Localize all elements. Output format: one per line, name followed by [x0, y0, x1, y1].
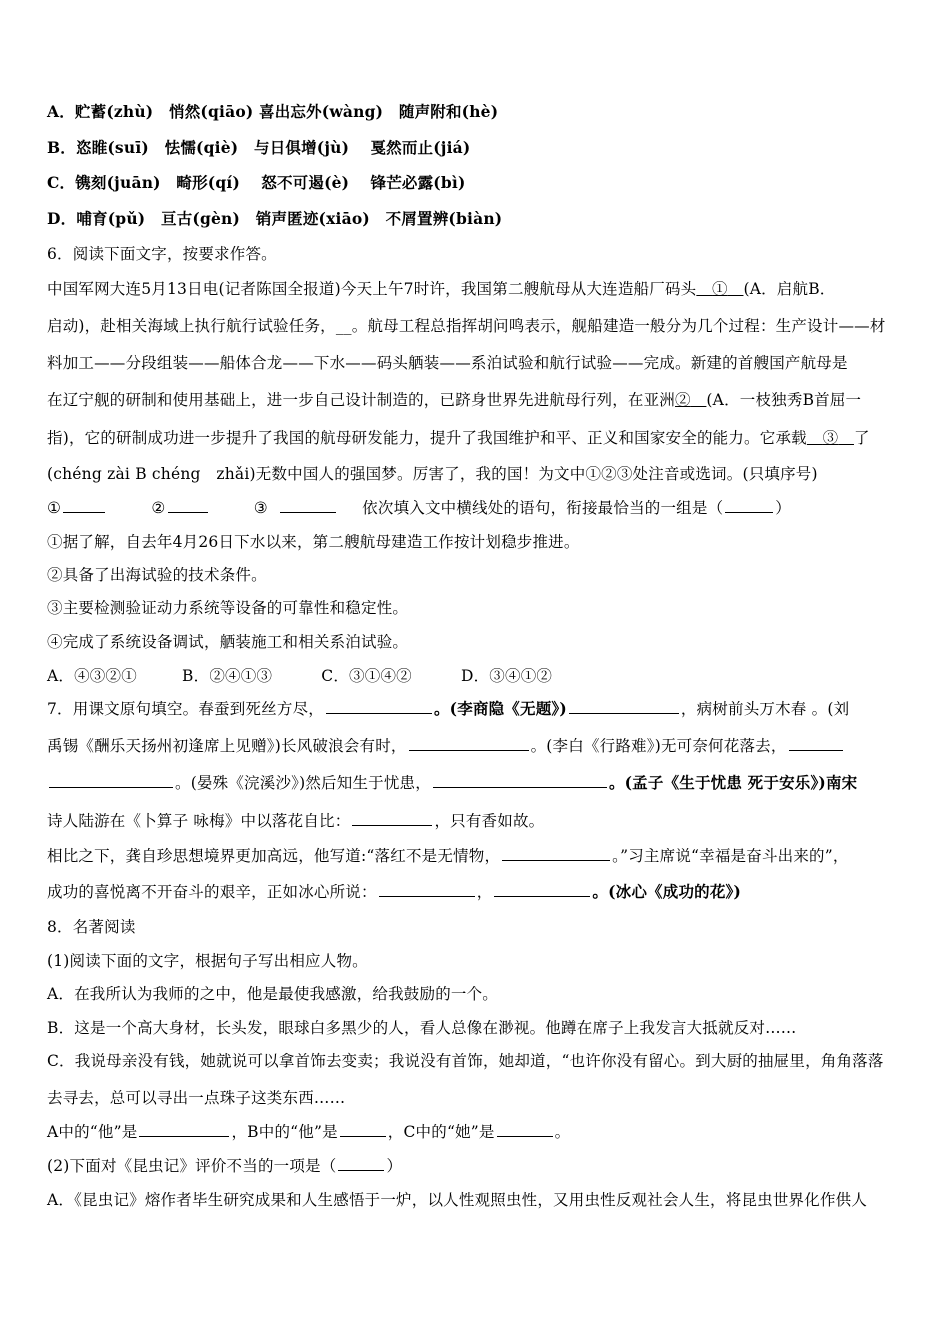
q8-item-b: B．这是一个高大身材，长头发，眼球白多黑少的人，看人总像在渺视。他蹲在席子上我发言大抵就反对…… [47, 1019, 797, 1037]
q8-sub2-text: (2)下面对《昆虫记》评价不当的一项是（ [47, 1157, 337, 1175]
q7-line-6 [47, 881, 907, 903]
q6-sentence-1: ①据了解，自去年4月26日下水以来，第二艘航母建造工作按计划稳步推进。 [47, 533, 580, 551]
q8-item-c-line-1: C．我说母亲没有钱，她就说可以拿首饰去变卖；我说没有首饰，她却道，“也许你没有留心。到大厨的抽屉里，角角落落 [47, 1052, 884, 1070]
q7-blank-6[interactable] [352, 810, 432, 826]
q6-p4-text: 在辽宁舰的研制和使用基础上，进一步自己设计制造的，已跻身世界先进航母行列，在亚洲 [47, 391, 676, 409]
q7-blank-3[interactable] [409, 735, 529, 751]
q7-l2-source: 。(李白《行路难》)无可奈何花落去， [530, 737, 787, 755]
q8-fill-a-blank[interactable] [139, 1121, 229, 1137]
q7-l5-tail: 。”习主席说“幸福是奋斗出来的”， [612, 847, 849, 865]
q6-p1-text: 中国军网大连5月13日电(记者陈国全报道)今天上午7时许，我国第二艘航母从大连造船厂码头 [47, 280, 697, 298]
q6-answer-2-label: ② [151, 499, 166, 517]
q6-paragraph-line-4 [47, 389, 907, 411]
q8-fill-c-blank[interactable] [497, 1121, 553, 1137]
q7-line-2 [47, 735, 907, 757]
q7-blank-9[interactable] [494, 881, 590, 897]
q6-blank-2-label: ② [675, 391, 691, 409]
q7-line-5 [47, 845, 907, 867]
q7-l6-text: 成功的喜悦离不开奋斗的艰辛，正如冰心所说： [47, 883, 377, 901]
q7-blank-4b[interactable] [49, 772, 173, 788]
q6-paragraph-line-3: 料加工——分段组装——船体合龙——下水——码头舾装——系泊试验和航行试验——完成。新建的首艘国产航母是 [47, 354, 848, 372]
q8-sub2-close: ） [386, 1157, 403, 1175]
q7-blank-1[interactable] [326, 698, 432, 714]
q8-item-c-line-2: 去寻去，总可以寻出一点珠子这类东西…… [47, 1089, 346, 1107]
q6-paragraph-line-6: (chéng zài B chéng zhǎi)无数中国人的强国梦。厉害了，我的国！为文中①②③处注音或选词。(只填序号) [47, 465, 818, 483]
q6-blank-1 [696, 280, 743, 298]
q6-answer-1-blank[interactable] [63, 497, 105, 513]
q7-line-1 [47, 698, 907, 720]
q6-blank-2 [675, 391, 706, 409]
q6-sentence-answer-blank[interactable] [725, 497, 773, 513]
q8-subquestion-1: (1)阅读下面的文字，根据句子写出相应人物。 [47, 952, 368, 970]
q6-answer-1-label: ① [47, 499, 62, 517]
q6-sentence-3: ③主要检测验证动力系统等设备的可靠性和稳定性。 [47, 599, 409, 617]
q6-p1-tail: (A．启航B． [743, 280, 836, 298]
q5-option-d: D．哺育(pǔ) 亘古(gèn) 销声匿迹(xiāo) 不屑置辨(biàn) [47, 209, 503, 228]
q6-choice-c[interactable]: C．③①④② [321, 667, 412, 685]
q6-answer-3-label: ③ [253, 499, 268, 517]
q7-l6-source: 。(冰心《成功的花》) [592, 882, 742, 901]
q5-option-c: C．镌刻(juān) 畸形(qí) 怒不可遏(è) 锋芒必露(bì) [47, 173, 466, 192]
q7-l3-source: 。(孟子《生于忧患 死于安乐》)南宋 [608, 773, 858, 792]
q6-answer-3-blank[interactable] [280, 497, 336, 513]
q6-sentence-question-close: ） [775, 499, 791, 517]
q6-p5-text: 指)，它的研制成功进一步提升了我国的航母研发能力，提升了我国维护和平、正义和国家安全的能力。它承载 [47, 429, 807, 447]
q6-choices [47, 665, 907, 687]
q7-line-3 [47, 772, 907, 794]
q6-choice-b[interactable]: B．②④①③ [182, 667, 273, 685]
q8-title: 8．名著阅读 [47, 918, 136, 936]
q8-fill-b-blank[interactable] [340, 1121, 386, 1137]
q8-fill-line [47, 1121, 907, 1143]
q7-blank-5[interactable] [433, 772, 607, 788]
q6-paragraph-line-2: 启动)，赴相关海域上执行航行试验任务，__。航母工程总指挥胡问鸣表示，舰船建造一般分为几个过程：生产设计——材 [47, 317, 886, 335]
q7-l4-text: 诗人陆游在《卜算子 咏梅》中以落花自比： [47, 812, 351, 830]
q7-l4-tail: ，只有香如故。 [434, 812, 545, 830]
q5-option-b: B．恣睢(suī) 怯懦(qiè) 与日俱增(jù) 戛然而止(jiá) [47, 138, 471, 157]
q7-l2-text: 禹锡《酬乐天扬州初逢席上见赠》)长风破浪会有时， [47, 737, 407, 755]
q6-answer-2-blank[interactable] [168, 497, 208, 513]
q6-p4-tail: (A．一枝独秀B首屈一 [706, 391, 862, 409]
q6-blank-3 [807, 429, 854, 447]
q7-l1-tail: ，病树前头万木春 。(刘 [680, 700, 850, 718]
q7-l1-source: 。(李商隐《无题》) [433, 699, 567, 718]
q6-sentence-question: 依次填入文中横线处的语句，衔接最恰当的一组是（ [362, 499, 724, 517]
q7-blank-2[interactable] [569, 698, 679, 714]
q8-fill-end: 。 [554, 1123, 571, 1141]
q8-fill-c-text: ，C中的“她”是 [387, 1123, 495, 1141]
q8-fill-a-text: A中的“他”是 [47, 1123, 138, 1141]
q8-sub2-blank[interactable] [338, 1155, 384, 1171]
q8-fill-b-text: ，B中的“他”是 [231, 1123, 338, 1141]
q7-l5-text: 相比之下，龚自珍思想境界更加高远，他写道:“落红不是无情物， [47, 847, 501, 865]
q6-choice-d[interactable]: D．③④①② [460, 667, 553, 685]
q7-blank-8[interactable] [379, 881, 475, 897]
q8-subquestion-2 [47, 1155, 907, 1177]
q6-sentence-2: ②具备了出海试验的技术条件。 [47, 566, 267, 584]
q7-l1-text: 7．用课文原句填空。春蚕到死丝方尽， [47, 700, 324, 718]
q6-paragraph-line-1 [47, 278, 907, 300]
q7-l6-comma: ， [476, 883, 493, 901]
q6-p5-tail: 了 [853, 429, 870, 447]
q7-blank-4a[interactable] [789, 735, 843, 751]
q5-option-a: A．贮蓄(zhù) 悄然(qiāo) 喜出忘外(wàng) 随声附和(hè) [47, 102, 499, 121]
q6-title: 6．阅读下面文字，按要求作答。 [47, 245, 277, 263]
q6-answer-line [47, 497, 907, 519]
q6-choice-a[interactable]: A．④③②① [47, 667, 137, 685]
q7-l3-text: 。(晏殊《浣溪沙》)然后知生于忧患， [175, 774, 431, 792]
q6-blank-3-label: ③ [822, 429, 839, 447]
q8-item-a: A．在我所认为我师的之中，他是最使我感激，给我鼓励的一个。 [47, 985, 498, 1003]
q8-sub2-option-a: A．《昆虫记》熔作者毕生研究成果和人生感悟于一炉，以人性观照虫性，又用虫性反观社会人生，将昆虫世界化作供人 [47, 1191, 868, 1209]
q6-blank-1-label: ① [712, 280, 728, 298]
q7-line-4 [47, 810, 907, 832]
q7-blank-7[interactable] [502, 845, 610, 861]
q6-sentence-4: ④完成了系统设备调试，舾装施工和相关系泊试验。 [47, 633, 409, 651]
q6-paragraph-line-5 [47, 427, 907, 449]
